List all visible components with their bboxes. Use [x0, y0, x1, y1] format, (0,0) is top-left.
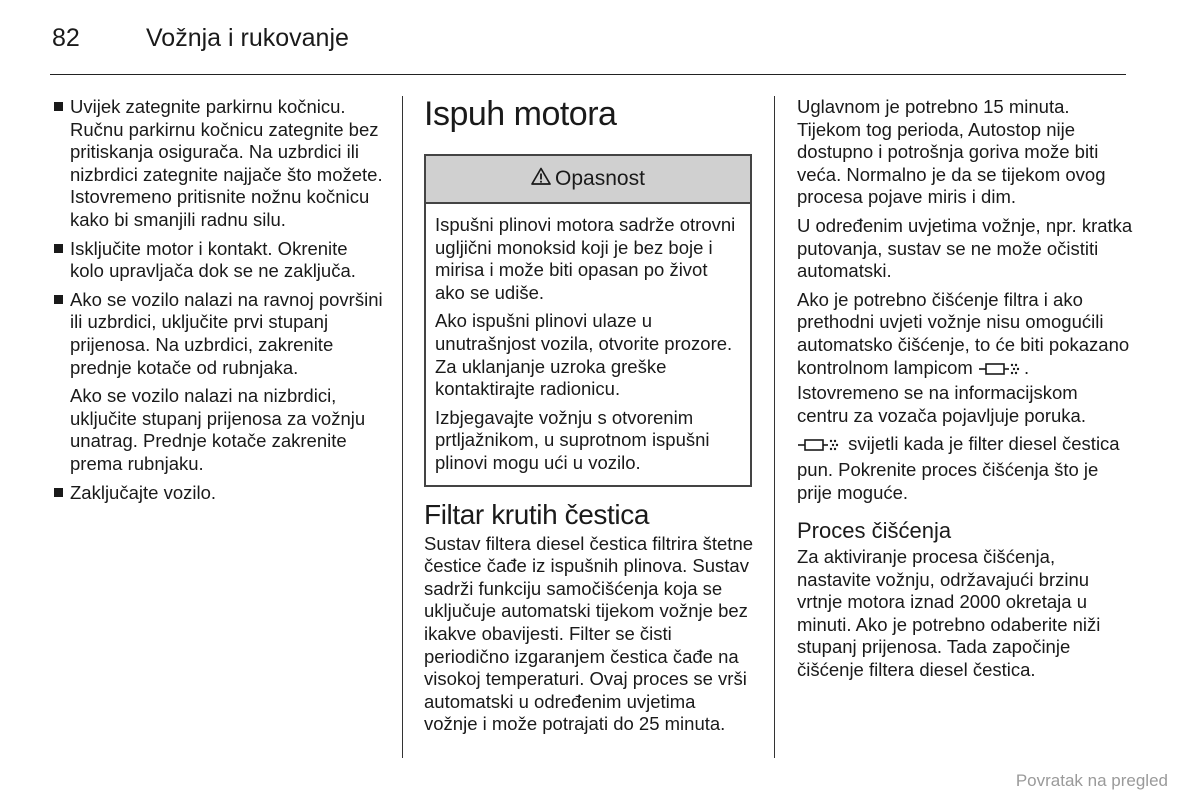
list-item: [52, 482, 384, 505]
column-1: [52, 96, 384, 510]
paragraph: [797, 289, 1133, 428]
section-title-particle-filter: Filtar krutih čestica: [424, 498, 649, 530]
column-divider: [774, 96, 775, 758]
danger-box: [424, 154, 752, 487]
diesel-particle-filter-icon: [978, 360, 1022, 383]
parking-steps-list: [52, 96, 384, 504]
back-to-overview-link[interactable]: Povratak na pregled: [1015, 771, 1168, 790]
list-item-subtext: Ako se vozilo nalazi na nizbrdici, uključite stupanj prijenosa za vožnju unatrag. Prednje kotače zakrenite prema rubnjaku.: [70, 385, 366, 474]
paragraph: Za aktiviranje procesa čišćenja, nastavite vožnju, održavajući brzinu vrtnje motora iznad 2000 okretaja u minuti. Ako je potrebno odaberite niži stupanj prijenosa. Tada započinje čišćenje filtera diesel čestica.: [797, 546, 1101, 681]
page-number: 82: [52, 24, 80, 52]
paragraph-text: svijetli kada je filter diesel čestica pun. Pokrenite proces čišćenja što je prije moguće.: [797, 433, 1120, 503]
danger-box-title: Opasnost: [555, 166, 645, 190]
column-3: [797, 96, 1133, 688]
warning-triangle-icon: [531, 167, 551, 191]
list-item: [52, 289, 384, 476]
danger-box-header: [426, 156, 750, 204]
list-item-text: Ako se vozilo nalazi na ravnoj površini ili uzbrdici, uključite prvi stupanj prijenosa. Na uzbrdici, zakrenite prednje kotače od rubnjaka.: [70, 288, 383, 378]
danger-paragraph: Ako ispušni plinovi ulaze u unutrašnjost vozila, otvorite prozore. Za uklanjanje uzroka greške kontaktirajte radionicu.: [435, 310, 733, 400]
paragraph: U određenim uvjetima vožnje, npr. kratka putovanja, sustav se ne može očistiti automatski.: [797, 214, 1133, 282]
paragraph: Uglavnom je potrebno 15 minuta. Tijekom tog perioda, Autostop nije dostupno i potrošnja goriva može biti veća. Normalno je da se tijekom ovog procesa pojave miris i dim.: [797, 96, 1106, 208]
paragraph: [797, 433, 1133, 504]
danger-paragraph: Izbjegavajte vožnju s otvorenim prtljažnikom, u suprotnom ispušni plinovi mogu ući u vozilo.: [435, 406, 710, 473]
paragraph-text: . Istovremeno se na informacijskom centru za vozača pojavljuje poruka.: [797, 356, 1086, 426]
diesel-particle-filter-icon: [797, 436, 841, 459]
list-item-text: Zaključajte vozilo.: [70, 481, 217, 503]
list-item: [52, 238, 384, 283]
header-divider: [50, 74, 1126, 75]
list-item: [52, 96, 384, 232]
danger-box-body: [426, 204, 750, 485]
section-title-exhaust: Ispuh motora: [424, 95, 617, 133]
column-2: [424, 96, 754, 736]
paragraph-text: Ako je potrebno čišćenje filtra i ako prethodni uvjeti vožnje nisu omogućili automatsko čišćenje, to će biti pokazano kontrolnom lampicom: [797, 288, 1130, 378]
chapter-title: Vožnja i rukovanje: [146, 24, 349, 52]
list-item-text: Isključite motor i kontakt. Okrenite kolo upravljača dok se ne zaključa.: [70, 237, 356, 282]
section-title-cleaning-process: Proces čišćenja: [797, 518, 952, 544]
list-item-text: Uvijek zategnite parkirnu kočnicu. Ručnu parkirnu kočnicu zategnite bez pritiskanja osigurača. Na uzbrdici ili nizbrdici zategnite najjače što možete. Istovremeno pritisnite nožnu kočnicu kako bi smanjili radnu silu.: [70, 96, 383, 230]
danger-paragraph: Ispušni plinovi motora sadrže otrovni ugljični monoksid koji je bez boje i mirisa i može biti opasan po život ako se udiše.: [435, 214, 736, 303]
particle-filter-paragraph: Sustav filtera diesel čestica filtrira štetne čestice čađe iz ispušnih plinova. Sustav sadrži funkciju samočišćenja koja se uključuje automatski tijekom vožnje bez ikakve obavijesti. Filter se čisti periodično izgaranjem čestica čađe na visokoj temperaturi. Ovaj proces se vrši automatski u određenim uvjetima vožnje i može potrajati do 25 minuta.: [424, 532, 754, 735]
column-divider: [402, 96, 403, 758]
